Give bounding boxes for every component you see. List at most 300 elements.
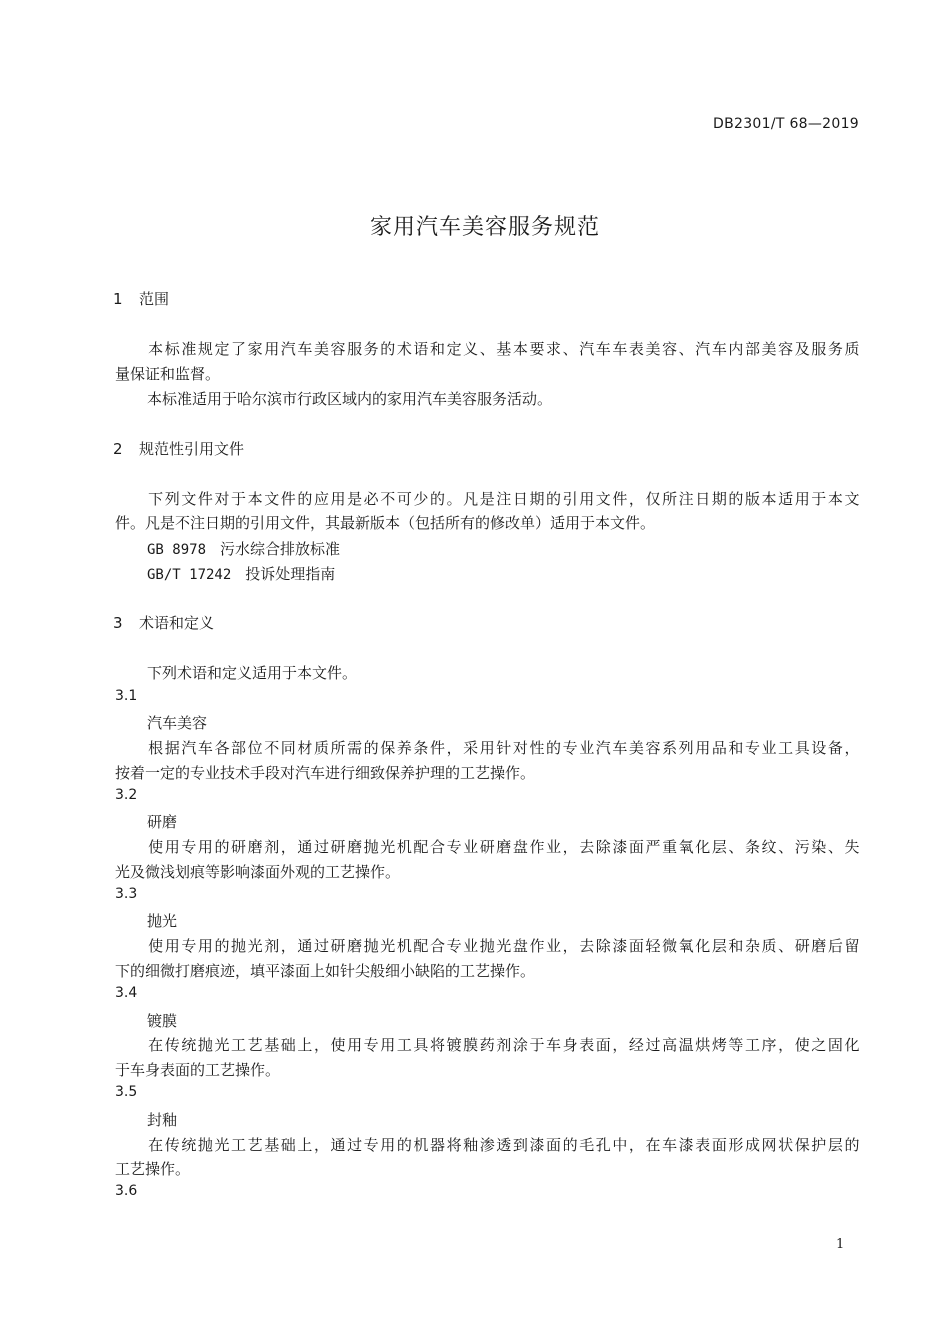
indent-space [115,1134,130,1155]
char: 在 [645,1136,661,1154]
char: 染 [811,838,827,856]
char: 针 [496,739,512,757]
char: 机 [396,838,412,856]
char: 用 [794,490,810,508]
char: 的 [297,490,313,508]
char: 车 [546,1036,562,1054]
char: 于 [529,1036,545,1054]
reference-code: GB 8978 [147,542,207,558]
char: 、 [479,340,495,358]
char: ， [280,838,296,856]
indent-space [115,488,130,509]
char: 需 [347,739,363,757]
char: 抛 [197,1136,213,1154]
char: 通 [297,937,313,955]
char: 的 [728,490,744,508]
char: 烘 [695,1036,711,1054]
char: 将 [429,1036,445,1054]
term-definition-line [115,836,860,857]
char: 基 [264,1036,280,1054]
char: 、 [827,838,843,856]
char: 版 [744,490,760,508]
term-definition-line [115,1134,860,1155]
char: 透 [496,1136,512,1154]
char: 业 [463,937,479,955]
clause-number: 3.4 [115,985,138,1001]
term-definition-line [115,1034,860,1055]
indent-space [132,935,147,956]
paragraph-line [115,488,860,509]
char: 工 [396,1036,412,1054]
char: 设 [811,739,827,757]
term-definition-line [115,935,860,956]
char: 合 [429,937,445,955]
char: 质 [761,937,777,955]
char: 研 [794,937,810,955]
term-definition-line: 工艺操作。 [115,1160,191,1178]
char: 在 [148,1136,164,1154]
char: 专 [363,1136,379,1154]
char: 到 [512,1136,528,1154]
char: 可 [396,490,412,508]
char: 剂 [496,1036,512,1054]
char: 用 [579,490,595,508]
char: 镀 [446,1036,462,1054]
char: 所 [330,739,346,757]
char: 车 [297,340,313,358]
char: 引 [562,490,578,508]
paragraph-line: 下列术语和定义适用于本文件。 [147,664,358,682]
char: 面 [711,1136,727,1154]
char: 机 [413,1136,429,1154]
char: 面 [628,937,644,955]
char: 孔 [595,1136,611,1154]
char: 应 [313,490,329,508]
clause-number: 3.5 [115,1084,138,1100]
char: 盘 [512,937,528,955]
char: 业 [546,937,562,955]
clause-number: 3.1 [115,688,138,704]
char: 和 [728,739,744,757]
char: 表 [628,340,644,358]
char: 下 [148,490,164,508]
char: 部 [744,340,760,358]
char: 的 [546,739,562,757]
char: 研 [330,838,346,856]
char: 研 [330,937,346,955]
char: 机 [396,937,412,955]
char: 期 [529,490,545,508]
char: 工 [231,1136,247,1154]
char: 固 [827,1036,843,1054]
char: 件 [612,490,628,508]
char: 本 [761,490,777,508]
char: 件 [197,490,213,508]
char: 汽 [280,340,296,358]
reference-item [147,563,335,584]
char: 氧 [678,838,694,856]
char: 求 [546,340,562,358]
char: 的 [363,739,379,757]
char: 义 [463,340,479,358]
section-title: 规范性引用文件 [139,440,245,458]
char: 准 [181,340,197,358]
char: 重 [662,838,678,856]
char: 、 [778,838,794,856]
char: 经 [628,1036,644,1054]
char: 对 [214,490,230,508]
term-definition-line [115,737,860,758]
char: 过 [313,937,329,955]
char: 工 [778,739,794,757]
char: 性 [529,739,545,757]
char: 凡 [463,490,479,508]
char: 业 [546,838,562,856]
term-heading: 封釉 [147,1111,178,1129]
indent-space [115,737,130,758]
char: 专 [181,937,197,955]
char: 温 [678,1036,694,1054]
char: 日 [512,490,528,508]
char: 护 [811,1136,827,1154]
char: 备 [827,739,843,757]
char: 条 [744,838,760,856]
clause-number: 3.3 [115,886,138,902]
char: 的 [214,838,230,856]
char: 础 [280,1036,296,1054]
char: 去 [579,937,595,955]
char: 内 [728,340,744,358]
char: 之 [811,1036,827,1054]
char: 用 [380,1036,396,1054]
char: 面 [595,1036,611,1054]
char: 汽 [579,340,595,358]
char: 专 [446,937,462,955]
char: 是 [347,490,363,508]
section-heading-1 [113,288,169,309]
char: 对 [512,739,528,757]
char: 漆 [612,838,628,856]
char: 用 [197,937,213,955]
char: 化 [695,838,711,856]
section-number: 3 [113,614,123,632]
char: 表 [579,1036,595,1054]
char: 使 [148,838,164,856]
char: 过 [313,838,329,856]
char: ， [628,1136,644,1154]
char: 美 [761,340,777,358]
char: 术 [396,340,412,358]
char: 使 [794,1036,810,1054]
char: 质 [313,739,329,757]
term-definition-line: 光及微浅划痕等影响漆面外观的工艺操作。 [115,863,401,881]
char: 业 [761,739,777,757]
indent-space [132,836,147,857]
char: 通 [297,838,313,856]
char: 的 [396,1136,412,1154]
char: 部 [231,739,247,757]
char: 日 [695,490,711,508]
char: 注 [678,490,694,508]
char: 光 [214,1136,230,1154]
char: 化 [844,1036,860,1054]
char: 过 [645,1036,661,1054]
char: 车 [711,340,727,358]
char: 要 [529,340,545,358]
char: ， [313,1036,329,1054]
char: ， [562,838,578,856]
char: 烤 [711,1036,727,1054]
indent-space [132,1134,147,1155]
char: 具 [794,739,810,757]
char: 中 [612,1136,628,1154]
char: 是 [479,490,495,508]
char: 和 [429,340,445,358]
section-number: 1 [113,290,123,308]
char: 传 [164,1136,180,1154]
char: 后 [827,937,843,955]
char: 在 [148,1036,164,1054]
char: 表 [695,1136,711,1154]
char: 作 [529,937,545,955]
char: 使 [148,937,164,955]
char: 家 [247,340,263,358]
indent-space [132,737,147,758]
char: 。 [446,490,462,508]
reference-title: 投诉处理指南 [245,565,336,583]
char: 不 [380,490,396,508]
section-number: 2 [113,440,123,458]
char: 通 [330,1136,346,1154]
char: 同 [280,739,296,757]
paragraph-line: 本标准适用于哈尔滨市行政区域内的家用汽车美容服务活动。 [147,390,553,408]
char: 漆 [612,937,628,955]
char: 网 [761,1136,777,1154]
char: 汽 [595,739,611,757]
char: 用 [330,490,346,508]
document-title: 家用汽车美容服务规范 [369,215,600,240]
char: 质 [844,340,860,358]
char: 美 [313,340,329,358]
char: 用 [695,739,711,757]
char: 本 [247,490,263,508]
char: 抛 [231,937,247,955]
char: 化 [695,937,711,955]
char: 服 [811,340,827,358]
char: 漆 [678,1136,694,1154]
char: 将 [446,1136,462,1154]
char: 轻 [645,937,661,955]
char: 据 [164,739,180,757]
char: 面 [546,1136,562,1154]
char: 少 [413,490,429,508]
char: 传 [164,1036,180,1054]
char: 污 [794,838,810,856]
char: 光 [380,937,396,955]
char: 专 [562,739,578,757]
char: 抛 [363,937,379,955]
term-definition-line: 于车身表面的工艺操作。 [115,1061,281,1079]
char: 的 [844,1136,860,1154]
char: 身 [562,1036,578,1054]
char: ， [280,937,296,955]
char: 层 [711,838,727,856]
char: 了 [231,340,247,358]
char: 使 [330,1036,346,1054]
char: 氧 [678,937,694,955]
char: 等 [728,1036,744,1054]
char: 文 [264,490,280,508]
char: 专 [363,1036,379,1054]
char: 列 [678,739,694,757]
char: 药 [479,1036,495,1054]
char: 容 [662,340,678,358]
char: 基 [264,1136,280,1154]
char: 于 [811,490,827,508]
char: 磨 [496,838,512,856]
term-heading: 镀膜 [147,1012,178,1030]
term-definition-line: 按着一定的专业技术手段对汽车进行细致保养护理的工艺操作。 [115,764,536,782]
char: 严 [645,838,661,856]
char: 用 [264,340,280,358]
section-title: 术语和定义 [139,614,215,632]
char: 位 [247,739,263,757]
char: 状 [778,1136,794,1154]
indent-space [132,488,147,509]
char: 规 [197,340,213,358]
char: 材 [297,739,313,757]
char: 系 [662,739,678,757]
char: 各 [214,739,230,757]
char: 纹 [761,838,777,856]
standard-number: DB2301/T 68—2019 [713,116,859,132]
char: 失 [844,838,860,856]
char: 光 [380,838,396,856]
char: 用 [197,838,213,856]
char: ， [844,739,860,757]
char: 毛 [579,1136,595,1154]
char: 作 [529,838,545,856]
char: 抛 [363,838,379,856]
char: 光 [247,937,263,955]
term-heading: 抛光 [147,912,178,930]
char: 艺 [247,1036,263,1054]
char: 车 [662,1136,678,1154]
char: 、 [728,838,744,856]
char: 上 [297,1036,313,1054]
char: 务 [363,340,379,358]
char: 、 [678,340,694,358]
char: 高 [662,1036,678,1054]
char: 条 [413,739,429,757]
char: 品 [711,739,727,757]
section-heading-3 [113,612,214,633]
char: 本 [827,490,843,508]
char: 配 [413,838,429,856]
char: 研 [479,838,495,856]
clause-number: 3.2 [115,787,138,803]
reference-code: GB/T 17242 [147,567,232,583]
char: 渗 [479,1136,495,1154]
indent-space [115,836,130,857]
char: 磨 [811,937,827,955]
char: 除 [595,937,611,955]
char: 汽 [695,340,711,358]
char: 适 [778,490,794,508]
char: 容 [645,739,661,757]
indent-space [132,338,147,359]
char: 抛 [479,937,495,955]
paragraph-line: 件。凡是不注日期的引用文件，其最新版本（包括所有的修改单）适用于本文件。 [115,514,656,532]
char: 艺 [247,1136,263,1154]
char: 注 [496,490,512,508]
term-definition-line: 下的细微打磨痕迹，填平漆面上如针尖般细小缺陷的工艺操作。 [115,962,536,980]
char: 专 [446,838,462,856]
char: 的 [562,1136,578,1154]
char: 盘 [512,838,528,856]
char: ， [562,937,578,955]
char: ， [446,739,462,757]
char: 所 [662,490,678,508]
char: 定 [446,340,462,358]
paragraph-line: 量保证和监督。 [115,365,221,383]
char: 础 [280,1136,296,1154]
char: 件 [280,490,296,508]
char: 养 [396,739,412,757]
char: 美 [628,739,644,757]
char: 光 [214,1036,230,1054]
indent-space [115,338,130,359]
char: 、 [562,340,578,358]
char: 容 [778,340,794,358]
char: 文 [595,490,611,508]
char: 杂 [744,937,760,955]
section-title: 范围 [139,290,170,308]
char: ， [628,490,644,508]
char: 文 [844,490,860,508]
char: 语 [413,340,429,358]
char: 车 [612,739,628,757]
char: 光 [496,937,512,955]
char: 定 [214,340,230,358]
char: 和 [728,937,744,955]
char: 涂 [512,1036,528,1054]
char: 漆 [529,1136,545,1154]
char: 期 [711,490,727,508]
char: 车 [612,340,628,358]
char: ， [313,1136,329,1154]
section-heading-2 [113,438,244,459]
char: 合 [429,838,445,856]
char: 形 [728,1136,744,1154]
char: 釉 [463,1136,479,1154]
char: 保 [380,739,396,757]
char: 及 [794,340,810,358]
char: 剂 [264,838,280,856]
char: 件 [429,739,445,757]
reference-title: 污水综合排放标准 [220,540,341,558]
char: 用 [347,1036,363,1054]
char: 磨 [247,838,263,856]
char: 用 [380,1136,396,1154]
char: 用 [164,937,180,955]
char: 用 [479,739,495,757]
char: 磨 [347,838,363,856]
indent-space [132,1034,147,1055]
char: 具 [413,1036,429,1054]
char: 用 [164,838,180,856]
char: 不 [264,739,280,757]
